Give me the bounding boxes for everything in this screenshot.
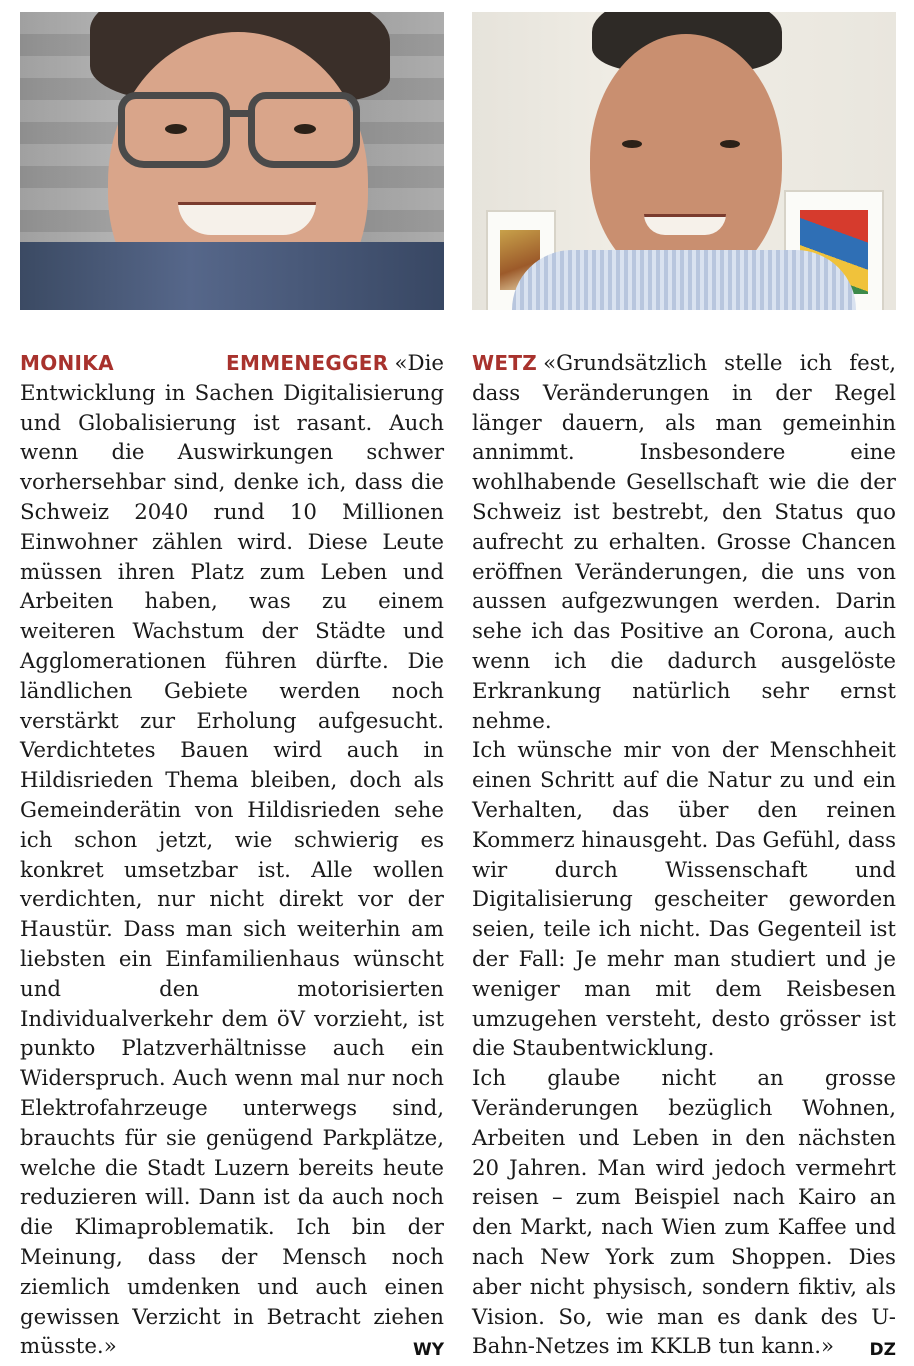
article-right (472, 12, 896, 1361)
portrait-photo-woman (20, 12, 444, 310)
paragraph-text: Ich wünsche mir von der Menschheit einen Schritt auf die Natur zu und ein Verhalten, das über den reinen Kommerz hinausgeht. Das Gefühl, dass wir durch Wissenschaft und Digitalisierung gescheiter geworden seien, teile ich nicht. Das Gegenteil ist der Fall: Je mehr man studiert und je weniger man mit dem Reisbesen umzugehen versteht, desto grösser ist die Staubentwicklung. (472, 738, 896, 1062)
author-signature: DZ (869, 1340, 896, 1361)
author-name: WETZ (472, 351, 538, 375)
paragraph (472, 736, 896, 1064)
author-signature: WY (412, 1340, 444, 1361)
article-left (20, 12, 444, 1361)
portrait-photo-man (472, 12, 896, 310)
article-text-left (20, 349, 444, 1366)
paragraph-text: «Grundsätzlich stelle ich fest, dass Veränderungen in der Regel länger dauern, als man gemeinhin annimmt. Insbesondere eine wohlhabende Gesellschaft wie die der Schweiz ist bestrebt, den Status quo aufrecht zu erhalten. Grosse Chancen eröffnen Veränderungen, die uns von aussen aufgezwungen werden. Darin sehe ich das Positive an Corona, auch wenn ich die dadurch ausgelöste Erkrankung natürlich sehr ernst nehme. (472, 351, 896, 734)
paragraph-text: «Die Entwicklung in Sachen Digitalisierung und Globalisierung ist rasant. Auch wenn die Auswirkungen schwer vorhersehbar sind, denke ich, dass die Schweiz 2040 rund 10 Millionen Einwohner zählen wird. Diese Leute müssen ihren Platz zum Leben und Arbeiten haben, was zu einem weiteren Wachstum der Städte und Agglomerationen führen dürfte. Die ländlichen Gebiete werden noch verstärkt zur Erholung aufgesucht. Verdichtetes Bauen wird auch in Hildisrieden Thema bleiben, doch als Gemeinderätin von Hildisrieden sehe ich schon jetzt, wie schwierig es konkret umsetzbar ist. Alle wollen verdichten, nur nicht direkt vor der Haustür. Dass man sich weiterhin am liebsten ein Einfamilienhaus wünscht und den motorisierten Individualverkehr dem öV vorzieht, ist punkto Platzverhältnisse auch ein Widerspruch. Auch wenn mal nur noch Elektrofahrzeuge unterwegs sind, brauchts für sie genügend Parkplätze, welche die Stadt Luzern bereits heute reduzieren will. Dann ist da auch noch die Klimaproblematik. Ich bin der Meinung, dass der Mensch noch ziemlich umdenken und auch einen gewissen Verzicht in Betracht ziehen müsste.» (20, 351, 444, 1360)
paragraph (472, 349, 896, 736)
paragraph (20, 349, 444, 1362)
paragraph-text: Ich glaube nicht an grosse Veränderungen bezüglich Wohnen, Arbeiten und Leben in den nächsten 20 Jahren. Man wird jedoch vermehrt reisen – zum Beispiel nach Kairo an den Markt, nach Wien zum Kaffee und nach New York zum Shoppen. Dies aber nicht physisch, sondern fiktiv, als Vision. So, wie man es dank des U-Bahn-Netzes im KKLB tun kann.» (472, 1066, 896, 1360)
author-name: MONIKA EMMENEGGER (20, 351, 389, 375)
paragraph (472, 1064, 896, 1362)
article-text-right (472, 349, 896, 1366)
